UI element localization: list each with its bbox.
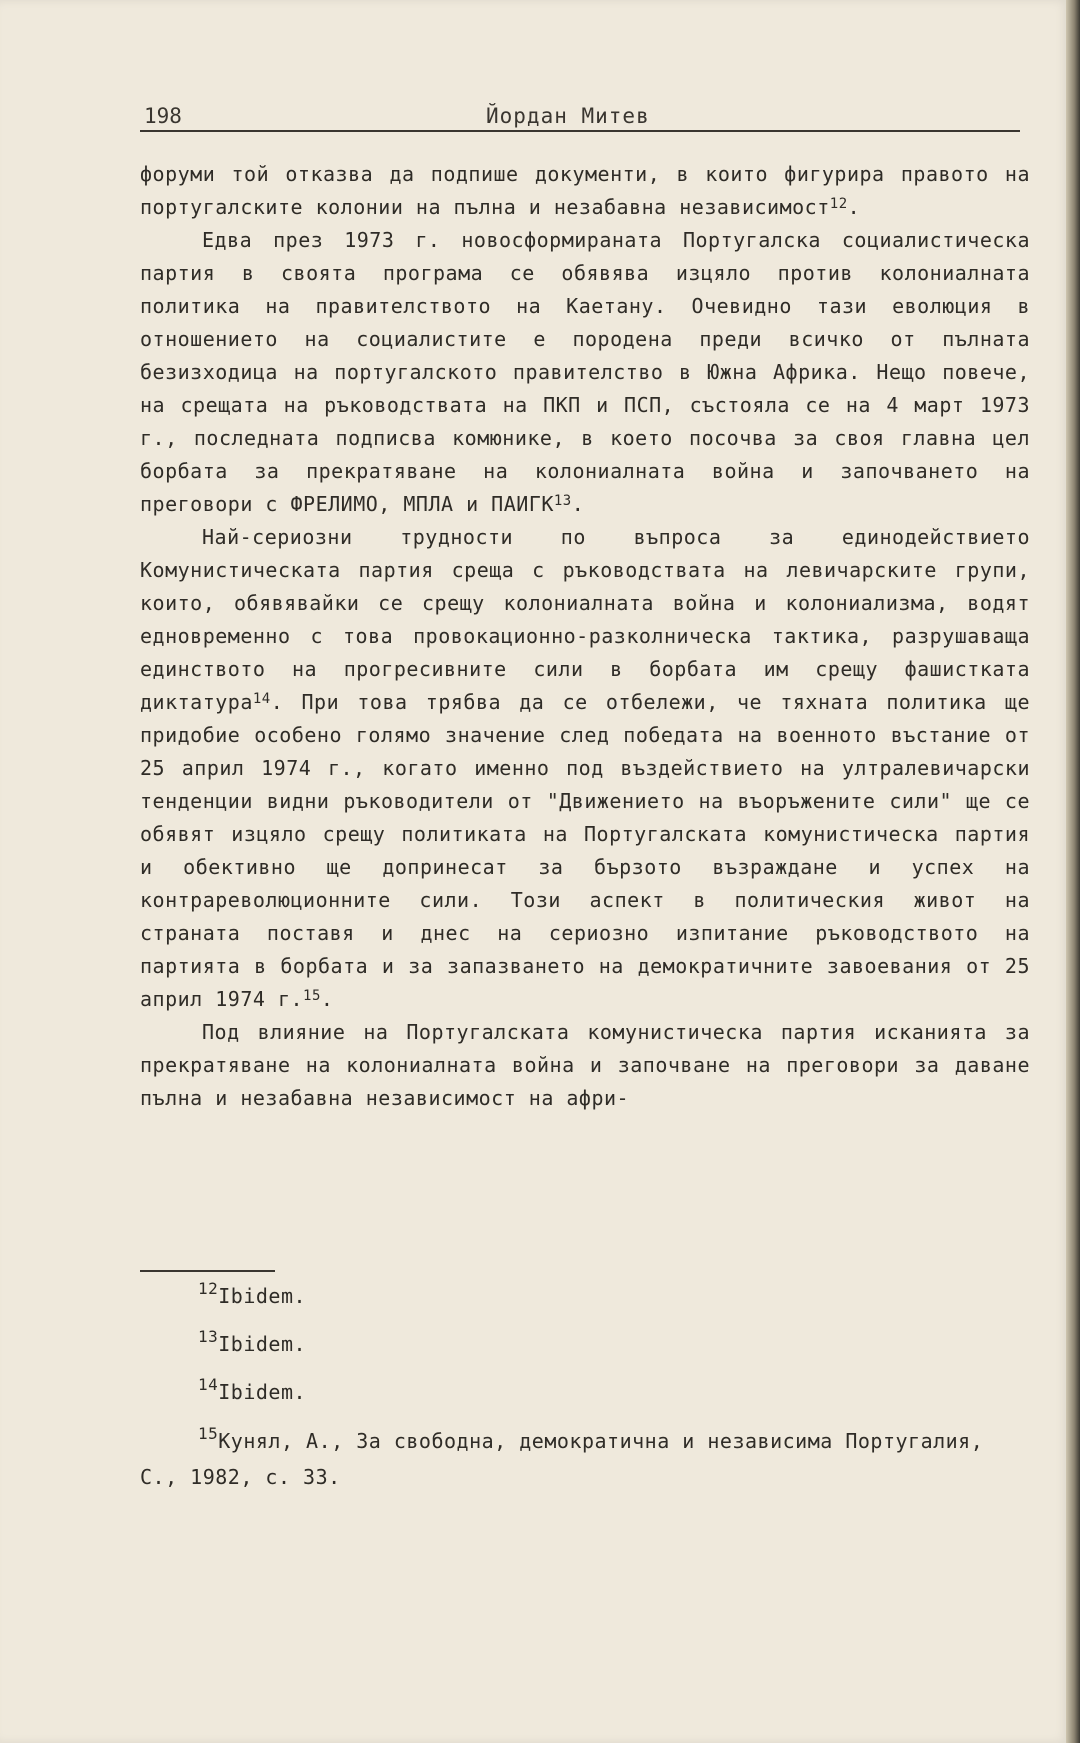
footnotes: [140, 1280, 1030, 1508]
footnote-text: Ibidem.: [218, 1284, 307, 1308]
footnote-ref-12: 12: [829, 196, 848, 213]
footnote-15: [140, 1424, 1030, 1494]
running-head: Йордан Митев: [486, 104, 650, 128]
paragraph-1-text: форуми той отказва да подпише документи, в които фигурира правото на португалските колонии на пълна и незабавна независимост: [140, 162, 1030, 219]
page-number: 198: [144, 104, 182, 128]
footnote-marker: 14: [198, 1375, 219, 1394]
footnote-text: Ibidem.: [218, 1332, 307, 1356]
footnote-ref-13: 13: [553, 493, 572, 510]
footnote-14: [140, 1376, 1030, 1410]
page-header: [140, 100, 1020, 132]
paragraph-3-text: Най-сериозни трудности по въпроса за единодействието Комунистическата партия среща с ръководствата на левичарските групи, които, обявявайки се срещу колониалната война и колониализма, водят едновременно с това провокационно-разколническа тактика, разрушаваща единството на прогресивните сили в борбата им срещу фашистката диктатура: [140, 525, 1030, 714]
footnote-marker: 12: [198, 1279, 219, 1298]
footnote-text: Кунял, А., За свободна, демократична и независима Португалия, С., 1982, с. 33.: [140, 1429, 984, 1489]
paragraph-1-tail: .: [847, 195, 861, 219]
footnote-12: [140, 1280, 1030, 1314]
paragraph-4: [140, 1016, 1030, 1115]
footnote-text: Ibidem.: [218, 1380, 307, 1404]
paragraph-1: [140, 158, 1030, 224]
paragraph-2-tail: .: [571, 492, 585, 516]
footnote-ref-15: 15: [303, 988, 321, 1005]
footnote-13: [140, 1328, 1030, 1362]
body-text: [140, 158, 1030, 1115]
paragraph-3-tail: . При това трябва да се отбележи, че тяхната политика ще придобие особено голямо значение след победата на военното въстание от 25 април 1974 г., когато именно под въздействието на ултралевичарски тенденции видни ръководители от "Движението на въоръжените сили" ще се обявят изцяло срещу политиката на Португалската комунистическа партия и обективно ще допринесат за бързото възраждане и успех на контрареволюционните сили. Този аспект в политическия живот на страната поставя и днес на сериозно изпитание ръководството на партията в борбата и за запазването на демократичните завоевания от 25 април 1974 г.: [140, 690, 1030, 1011]
paragraph-3: [140, 521, 1030, 1016]
paragraph-4-text: Под влияние на Португалската комунистическа партия исканията за прекратяване на колониалната война и започване на преговори за даване пълна и незабавна независимост на афри-: [140, 1020, 1030, 1110]
page-edge-shadow: [1066, 0, 1080, 1743]
paragraph-3-tail-2: .: [320, 987, 334, 1011]
footnote-marker: 15: [198, 1424, 219, 1443]
paragraph-2: [140, 224, 1030, 521]
paragraph-2-text: Едва през 1973 г. новосформираната Португалска социалистическа партия в своята програма се обявява изцяло против колониалната политика на правителството на Каетану. Очевидно тази еволюция в отношението на социалистите е породена преди всичко от пълната безизходица на португалското правителство в Южна Африка. Нещо повече, на срещата на ръководствата на ПКП и ПСП, състояла се на 4 март 1973 г., последната подписва комюнике, в което посочва за своя главна цел борбата за прекратяване на колониалната война и започването на преговори с ФРЕЛИМО, МПЛА и ПАИГК: [140, 228, 1030, 516]
footnote-marker: 13: [198, 1327, 219, 1346]
footnote-ref-14: 14: [252, 691, 271, 708]
